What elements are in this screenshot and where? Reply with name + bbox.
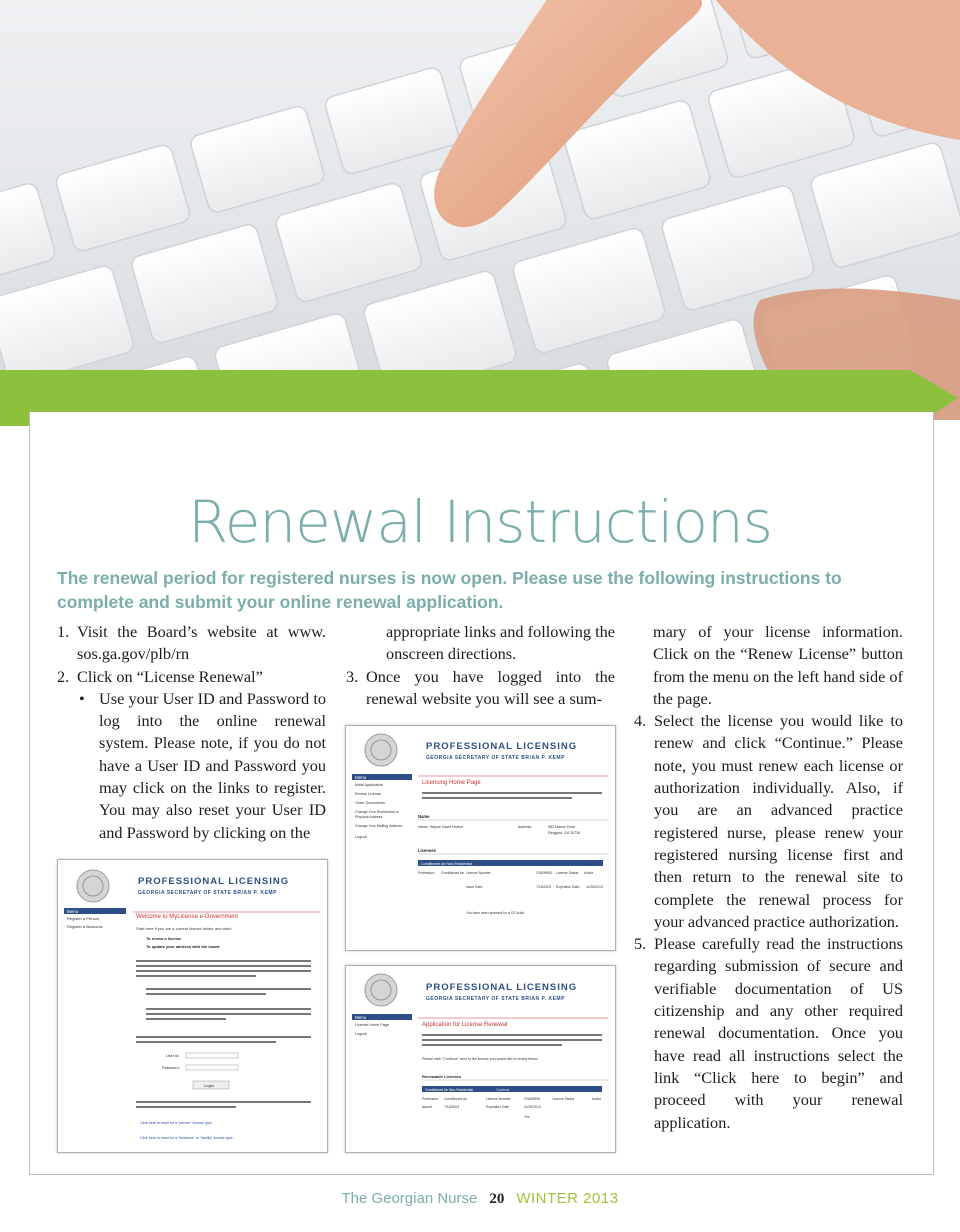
banner-title: PROFESSIONAL LICENSING xyxy=(426,982,578,993)
page-footer xyxy=(0,1190,960,1208)
issue-label: WINTER 2013 xyxy=(516,1190,619,1207)
shot3-heading: Application for License Renewal xyxy=(422,1022,508,1028)
shot2-heading: Licensing Home Page xyxy=(422,780,481,786)
svg-text:Initial Application: Initial Application xyxy=(355,783,384,787)
svg-text:License Status: License Status xyxy=(552,1097,575,1101)
svg-text:User Id:: User Id: xyxy=(166,1054,180,1058)
svg-text:Menu: Menu xyxy=(355,1015,367,1020)
svg-text:License Number: License Number xyxy=(486,1097,511,1101)
svg-text:Wayne David Norton: Wayne David Norton xyxy=(430,825,464,829)
page-number: 20 xyxy=(489,1191,505,1207)
step-1: 1. Visit the Board’s website at www. sos.ga.gov/plb/rn xyxy=(57,622,326,664)
column-2 xyxy=(346,621,615,710)
svg-text:Active: Active xyxy=(592,1097,602,1101)
svg-text:CN009900: CN009900 xyxy=(536,871,553,875)
banner-title: PROFESSIONAL LICENSING xyxy=(138,876,290,887)
svg-text:Address:: Address: xyxy=(518,825,533,829)
page-title: Renewal Instructions xyxy=(188,488,772,556)
svg-text:Active: Active xyxy=(584,871,594,875)
banner-subtitle: GEORGIA SECRETARY OF STATE BRIAN P. KEMP xyxy=(426,755,565,761)
svg-text:Yes: Yes xyxy=(524,1115,530,1119)
magazine-name: The Georgian Nurse xyxy=(341,1190,478,1207)
step-2-bullet: • Use your User ID and Password to log into the online renewal system. Please note, if you do not have a User ID and Password you may click on the links to register. You may also reset your User ID and Password by clicking on the xyxy=(79,688,326,842)
column-1 xyxy=(57,621,326,844)
keyboard-illustration xyxy=(0,0,960,420)
svg-text:Click here to reset for a "bus: Click here to reset for a "business" or "facility" license type. xyxy=(140,1136,234,1140)
screenshot-license-renewal xyxy=(345,965,616,1153)
svg-text:Please click "Continue" next t: Please click "Continue" next to the license you would like to renew below xyxy=(422,1057,538,1061)
svg-text:To update your address with th: To update your address with the board xyxy=(146,944,220,949)
svg-text:Login: Login xyxy=(204,1083,214,1088)
svg-text:Order Documents: Order Documents xyxy=(355,801,385,805)
svg-text:Expiration Date: Expiration Date xyxy=(486,1105,510,1109)
shot1-heading: Welcome to MyLicense e-Government xyxy=(136,914,238,920)
svg-text:Conditioned Ae Non-Residential: Conditioned Ae Non-Residential xyxy=(425,1088,474,1092)
georgia-seal-icon xyxy=(365,734,397,766)
svg-text:Start here if you are a curren: Start here if you are a current license holder and wish: xyxy=(136,926,232,931)
step-5: 5. Please carefully read the instructions regarding submission of secure and verifiable documentation of US citizenship and any other required renewal documentation. Once you have read all instructions select the link “Click here to begin” and proceed with your renewal application. xyxy=(634,934,903,1132)
step-3-cont: mary of your license information. Click on the “Renew License” button from the menu on the left hand side of the page. xyxy=(653,622,903,708)
svg-text:Licenses: Licenses xyxy=(418,848,436,853)
user-id-field xyxy=(186,1053,238,1058)
svg-text:Logout: Logout xyxy=(355,1032,367,1036)
screenshot-login-page xyxy=(57,859,328,1153)
svg-text:Change Your Mailing Address: Change Your Mailing Address xyxy=(355,824,403,828)
svg-text:License Status:: License Status: xyxy=(556,871,580,875)
svg-text:You have been selected for a C: You have been selected for a CE Audit xyxy=(466,911,524,915)
svg-text:Issued: Issued xyxy=(422,1105,432,1109)
svg-text:Click here to reset for a "per: Click here to reset for a "person" license type. xyxy=(140,1121,213,1125)
svg-text:Issue Date:: Issue Date: xyxy=(466,885,484,889)
banner-title: PROFESSIONAL LICENSING xyxy=(426,741,578,752)
screenshot-licensing-home xyxy=(345,725,616,951)
svg-text:Password:: Password: xyxy=(162,1066,180,1070)
svg-text:Conditioned Ae: Conditioned Ae xyxy=(441,871,464,875)
svg-text:Continue: Continue xyxy=(496,1088,510,1092)
georgia-seal-icon xyxy=(77,870,109,902)
svg-text:To renew a license: To renew a license xyxy=(146,936,182,941)
step-3: 3. Once you have logged into the renewal website you will see a sum- xyxy=(346,666,615,708)
column-3 xyxy=(634,621,903,1134)
svg-text:Register a Person: Register a Person xyxy=(67,916,100,921)
svg-text:License Home Page: License Home Page xyxy=(355,1023,390,1027)
banner-subtitle: GEORGIA SECRETARY OF STATE BRIAN P. KEMP xyxy=(138,890,277,896)
georgia-seal-icon xyxy=(365,974,397,1006)
svg-text:Conditioned Air: Conditioned Air xyxy=(444,1097,467,1101)
svg-text:7/16/2003: 7/16/2003 xyxy=(444,1105,460,1109)
svg-text:Menu: Menu xyxy=(67,909,79,914)
svg-text:License Number:: License Number: xyxy=(466,871,492,875)
svg-text:Expiration Date:: Expiration Date: xyxy=(556,885,581,889)
svg-text:Renewable Licenses: Renewable Licenses xyxy=(422,1074,462,1079)
keyboard-photo xyxy=(0,0,960,420)
svg-text:Menu: Menu xyxy=(355,775,367,780)
svg-text:Logout: Logout xyxy=(355,835,367,839)
svg-text:Physical Address: Physical Address xyxy=(355,815,383,819)
svg-text:Profession:: Profession: xyxy=(418,871,435,875)
svg-text:Change Your Residential or: Change Your Residential or xyxy=(355,810,399,814)
svg-text:Register a Business: Register a Business xyxy=(67,924,103,929)
svg-text:Ringgold, GA 30736: Ringgold, GA 30736 xyxy=(548,831,581,835)
svg-text:11/30/2013: 11/30/2013 xyxy=(586,885,603,889)
password-field xyxy=(186,1065,238,1070)
page-subtitle: The renewal period for registered nurses is now open. Please use the following instructions to complete and submit your online renewal application. xyxy=(57,568,842,612)
svg-text:Name: Name xyxy=(418,814,430,819)
svg-text:582 Marion Drive: 582 Marion Drive xyxy=(548,825,576,829)
svg-text:7/16/2003: 7/16/2003 xyxy=(536,885,552,889)
svg-text:CN009900: CN009900 xyxy=(524,1097,541,1101)
svg-text:Profession: Profession xyxy=(422,1097,439,1101)
svg-text:Renew License: Renew License xyxy=(355,792,381,796)
svg-text:11/30/2013: 11/30/2013 xyxy=(524,1105,541,1109)
step-2: 2. Click on “License Renewal” xyxy=(57,666,263,686)
step-2-bullet-cont: appropriate links and following the onscreen directions. xyxy=(386,622,615,664)
banner-subtitle: GEORGIA SECRETARY OF STATE BRIAN P. KEMP xyxy=(426,996,565,1002)
svg-text:Name:: Name: xyxy=(418,825,429,829)
svg-text:Conditioned Ae Non-Residential: Conditioned Ae Non-Residential xyxy=(421,862,472,866)
step-4: 4. Select the license you would like to renew and click “Continue.” Please note, you must renew each license or authorization individually. Also, if you are an advanced practice registered nurse, please renew your registered nursing license first and then return to the renewal site to complete the renewal process for your advanced practice authorization. xyxy=(634,711,903,931)
